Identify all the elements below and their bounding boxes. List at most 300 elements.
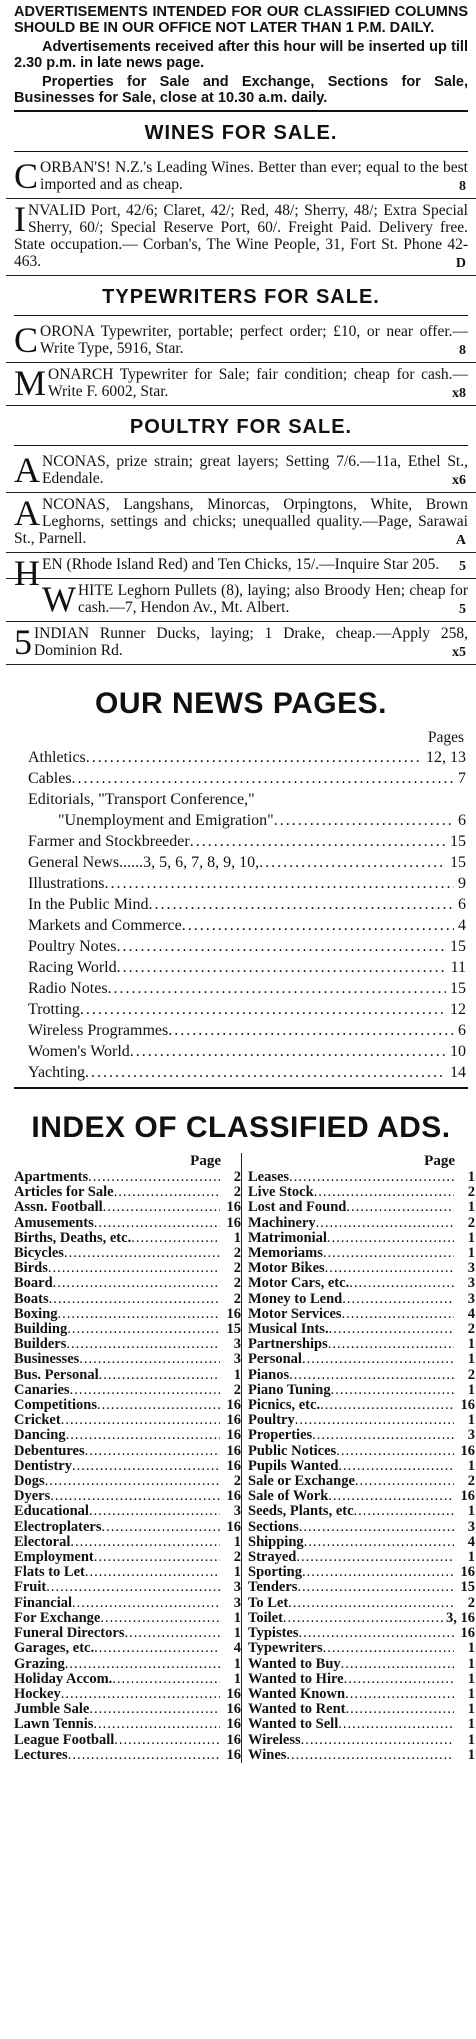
index-category: Wanted to Buy	[248, 1655, 341, 1672]
index-row	[248, 1383, 475, 1398]
index-category: Educational	[14, 1503, 89, 1520]
index-category: Jumble Sale	[14, 1701, 90, 1718]
ad-initial: 5	[14, 622, 32, 662]
index-row	[14, 1307, 241, 1322]
classified-page	[6, 0, 476, 1763]
ad-text: ONARCH Typewriter for Sale; fair condition; cheap for cash.—Write F. 6002, Star.	[48, 366, 468, 400]
divider	[14, 1087, 468, 1089]
index-page-number: 1	[233, 1564, 241, 1581]
index-row	[248, 1398, 475, 1413]
ad-initial: C	[14, 156, 39, 196]
news-page-item	[28, 1062, 466, 1083]
ad-initial: H	[14, 553, 40, 593]
index-category: Pupils Wanted	[248, 1457, 339, 1474]
index-row	[248, 1535, 475, 1550]
index-row	[14, 1185, 241, 1200]
index-category: Bus. Personal	[14, 1366, 99, 1383]
index-category: Wanted to Hire	[248, 1670, 344, 1687]
index-category: Birds	[14, 1260, 48, 1277]
classified-ad	[6, 579, 476, 622]
index-page-label: Page	[190, 1153, 221, 1169]
index-page-number: 1	[467, 1655, 475, 1672]
index-row	[14, 1687, 241, 1702]
index-category: Lectures	[14, 1746, 68, 1763]
index-category: Competitions	[14, 1397, 97, 1414]
index-category: Dogs	[14, 1473, 45, 1490]
index-page-number: 16	[460, 1442, 475, 1459]
index-row	[248, 1489, 475, 1504]
index-category: Public Notices	[248, 1442, 337, 1459]
index-page-number: 16	[226, 1412, 241, 1429]
index-row	[248, 1611, 475, 1626]
news-item-name: Farmer and Stockbreeder	[28, 833, 190, 850]
index-row	[14, 1535, 241, 1550]
news-page-item	[28, 915, 466, 936]
classified-ad	[6, 553, 476, 593]
index-row	[14, 1702, 241, 1717]
index-page-number: 15	[226, 1321, 241, 1338]
index-page-number: 2	[467, 1473, 475, 1490]
classified-ad	[6, 363, 476, 406]
index-page-number: 2	[233, 1473, 241, 1490]
ad-initial: A	[14, 493, 40, 533]
index-row	[14, 1504, 241, 1519]
index-page-number: 1	[467, 1199, 475, 1216]
divider	[14, 151, 468, 152]
index-page-label: Page	[424, 1153, 455, 1169]
news-item-pages: 6	[458, 1022, 466, 1039]
index-category: Bicycles	[14, 1245, 64, 1262]
news-item-pages: 10	[450, 1043, 466, 1060]
index-page-number: 1	[233, 1533, 241, 1550]
classified-ad	[6, 199, 476, 276]
index-page-number: 16	[460, 1488, 475, 1505]
index-page-number: 4	[467, 1305, 475, 1322]
index-page-number: 1	[233, 1625, 241, 1642]
index-row	[248, 1626, 475, 1641]
index-right-column	[241, 1153, 475, 1763]
index-category: Boxing	[14, 1305, 58, 1322]
news-item-pages: 12, 13	[426, 749, 466, 766]
index-page-number: 3	[233, 1503, 241, 1520]
index-page-number: 1	[233, 1229, 241, 1246]
index-category: Financial	[14, 1594, 73, 1611]
index-row	[14, 1276, 241, 1291]
ad-text: ORONA Typewriter, portable; perfect order; £10, or near offer.—Write Type, 5916, Star.	[40, 323, 468, 357]
ad-code: x6	[452, 473, 466, 488]
index-category: Wireless	[248, 1731, 301, 1748]
index-row	[248, 1596, 475, 1611]
index-row	[248, 1520, 475, 1535]
index-row	[14, 1611, 241, 1626]
divider	[14, 445, 468, 446]
index-row	[14, 1352, 241, 1367]
index-page-number: 1	[467, 1640, 475, 1657]
news-item-name: Women's World	[28, 1043, 130, 1060]
news-item-pages: 15	[450, 833, 466, 850]
index-row	[248, 1307, 475, 1322]
index-page-number: 1	[467, 1716, 475, 1733]
index-page-number: 3	[233, 1579, 241, 1596]
index-category: Grazing	[14, 1655, 65, 1672]
index-row	[14, 1383, 241, 1398]
news-page-item	[28, 747, 466, 768]
index-row	[248, 1368, 475, 1383]
index-row	[14, 1292, 241, 1307]
news-page-item	[28, 789, 466, 831]
ad-code: 8	[459, 343, 466, 358]
index-row	[248, 1170, 475, 1185]
index-category: Fruit	[14, 1579, 47, 1596]
wines-heading: WINES FOR SALE.	[144, 122, 338, 144]
ad-code: 8	[459, 179, 466, 194]
index-row	[14, 1580, 241, 1595]
index-page-number: 16	[226, 1685, 241, 1702]
index-row	[14, 1717, 241, 1732]
typewriters-heading: TYPEWRITERS FOR SALE.	[102, 286, 380, 308]
news-item-name: Racing World	[28, 959, 117, 976]
index-row	[248, 1337, 475, 1352]
index-row	[248, 1413, 475, 1428]
index-page-number: 2	[233, 1549, 241, 1566]
index-page-number: 1	[467, 1381, 475, 1398]
index-page-number: 16	[226, 1518, 241, 1535]
index-category: Dyers	[14, 1488, 51, 1505]
index-page-number: 1	[467, 1701, 475, 1718]
index-category: Lost and Found	[248, 1199, 347, 1216]
index-page-number: 1	[467, 1746, 475, 1763]
ad-initial: M	[14, 363, 47, 403]
index-row	[248, 1550, 475, 1565]
index-row	[14, 1733, 241, 1748]
index-right-rows	[248, 1170, 475, 1763]
index-row	[248, 1641, 475, 1656]
classified-ad	[6, 450, 476, 493]
index-page-number: 3	[467, 1518, 475, 1535]
index-page-number: 2	[467, 1214, 475, 1231]
classified-ad	[6, 156, 476, 199]
ad-code: 5	[459, 602, 466, 617]
index-page-number: 1	[467, 1412, 475, 1429]
news-item-pages: 11	[450, 959, 466, 976]
ad-code: 5	[459, 559, 466, 574]
index-page-number: 1	[233, 1609, 241, 1626]
pages-column-label: Pages	[427, 729, 464, 746]
news-item-name: In the Public Mind	[28, 896, 149, 913]
index-page-number: 16	[226, 1442, 241, 1459]
news-item-name: Athletics	[28, 749, 86, 766]
notice-properties: Properties for Sale and Exchange, Sections for Sale, Businesses for Sale, close at 10.30 a.m. daily.	[14, 74, 468, 106]
index-row	[248, 1246, 475, 1261]
index-category: Wanted to Rent	[248, 1701, 346, 1718]
index-category: Debentures	[14, 1442, 85, 1459]
index-page-number: 2	[233, 1260, 241, 1277]
news-item-pages: 6	[458, 896, 466, 913]
index-category: Tenders	[248, 1579, 298, 1596]
index-row	[248, 1216, 475, 1231]
news-item-name: Cables	[28, 770, 72, 787]
news-page-item	[28, 1041, 466, 1062]
ad-initial: W	[42, 579, 76, 619]
news-page-item	[28, 768, 466, 789]
ad-text: NCONAS, prize strain; great layers; Setting 7/6.—11a, Ethel St., Edendale.	[42, 453, 468, 487]
index-row	[14, 1672, 241, 1687]
index-category: Memoriams	[248, 1245, 323, 1262]
index-row	[248, 1292, 475, 1307]
index-row	[248, 1565, 475, 1580]
index-page-number: 4	[467, 1533, 475, 1550]
index-row	[248, 1200, 475, 1215]
index-page-number: 1	[467, 1549, 475, 1566]
index-page-number: 2	[467, 1594, 475, 1611]
index-row	[248, 1444, 475, 1459]
news-item-name: Yachting	[28, 1064, 86, 1081]
index-page-number: 3, 16	[446, 1609, 475, 1626]
index-category: Matrimonial	[248, 1229, 327, 1246]
index-page-number: 16	[226, 1199, 241, 1216]
index-row	[248, 1657, 475, 1672]
index-row	[14, 1565, 241, 1580]
index-row	[248, 1748, 475, 1763]
index-row	[14, 1413, 241, 1428]
news-item-name: Wireless Programmes	[28, 1022, 169, 1039]
index-category: Properties	[248, 1427, 313, 1444]
index-category: Electroplaters	[14, 1518, 102, 1535]
divider	[14, 315, 468, 316]
index-page-number: 2	[233, 1169, 241, 1185]
index-row	[248, 1702, 475, 1717]
news-item-name: Illustrations	[28, 875, 105, 892]
index-category: Wines	[248, 1746, 287, 1763]
index-page-number: 16	[226, 1488, 241, 1505]
index-page-number: 1	[467, 1503, 475, 1520]
typewriters-ads	[6, 320, 476, 406]
index-row	[14, 1489, 241, 1504]
index-row	[248, 1428, 475, 1443]
index-category: Builders	[14, 1336, 67, 1353]
index-row	[248, 1459, 475, 1474]
index-page-number: 1	[467, 1685, 475, 1702]
index-left-column	[14, 1153, 241, 1763]
news-item-name: Editorials, "Transport Conference,"	[28, 791, 255, 808]
index-page-number: 1	[467, 1245, 475, 1262]
divider	[14, 110, 468, 112]
index-category: Partnerships	[248, 1336, 328, 1353]
ad-initial: I	[14, 199, 26, 239]
index-category: Motor Bikes	[248, 1260, 325, 1277]
news-page-item	[28, 873, 466, 894]
classified-index-heading: INDEX OF CLASSIFIED ADS.	[31, 1111, 451, 1144]
index-page-number: 2	[233, 1245, 241, 1262]
index-page-number: 16	[226, 1427, 241, 1444]
index-row	[14, 1459, 241, 1474]
index-page-number: 16	[226, 1701, 241, 1718]
index-row	[248, 1687, 475, 1702]
ad-code: x8	[452, 386, 466, 401]
news-item-pages: 7	[458, 770, 466, 787]
index-page-number: 3	[467, 1427, 475, 1444]
index-page-number: 1	[233, 1655, 241, 1672]
classified-index	[6, 1153, 476, 1763]
index-row	[14, 1748, 241, 1763]
index-page-number: 1	[467, 1731, 475, 1748]
index-category: Poultry	[248, 1412, 295, 1429]
index-row	[14, 1368, 241, 1383]
ad-text: INDIAN Runner Ducks, laying; 1 Drake, cheap.—Apply 258, Dominion Rd.	[34, 625, 468, 659]
index-category: Electoral	[14, 1533, 71, 1550]
index-row	[248, 1474, 475, 1489]
index-page-number: 16	[226, 1716, 241, 1733]
index-page-number: 16	[226, 1457, 241, 1474]
index-row	[248, 1231, 475, 1246]
index-category: Dentistry	[14, 1457, 72, 1474]
news-page-item	[28, 999, 466, 1020]
index-category: Pianos	[248, 1366, 290, 1383]
index-page-number: 1	[467, 1457, 475, 1474]
index-category: Sale of Work	[248, 1488, 329, 1505]
news-item-pages: 15	[450, 854, 466, 871]
index-category: Cricket	[14, 1412, 61, 1429]
index-page-number: 16	[226, 1746, 241, 1763]
index-page-number: 1	[467, 1336, 475, 1353]
index-page-number: 16	[226, 1397, 241, 1414]
index-category: Sections	[248, 1518, 299, 1535]
index-page-number: 16	[226, 1731, 241, 1748]
news-item-name: Markets and Commerce	[28, 917, 182, 934]
index-page-number: 1	[467, 1670, 475, 1687]
index-page-number: 16	[226, 1305, 241, 1322]
index-row	[14, 1474, 241, 1489]
news-item-pages: 14	[450, 1064, 466, 1081]
index-category: Typewriters	[248, 1640, 323, 1657]
index-page-number: 3	[467, 1275, 475, 1292]
index-category: Assn. Football	[14, 1199, 103, 1216]
index-page-number: 2	[233, 1184, 241, 1201]
index-page-number: 2	[467, 1184, 475, 1201]
index-category: Toilet	[248, 1609, 283, 1626]
ad-text: EN (Rhode Island Red) and Ten Chicks, 15/.—Inquire Star 205.	[42, 556, 440, 573]
index-row	[14, 1428, 241, 1443]
news-item-pages: 6	[458, 812, 466, 829]
index-category: Funeral Directors	[14, 1625, 125, 1642]
index-page-number: 1	[233, 1670, 241, 1687]
index-page-number: 2	[467, 1321, 475, 1338]
index-page-number: 3	[467, 1290, 475, 1307]
news-page-item	[28, 978, 466, 999]
notice-late-news: Advertisements received after this hour will be inserted up till 2.30 p.m. in late news page.	[14, 39, 468, 71]
classified-ad	[6, 493, 476, 553]
index-row	[14, 1170, 241, 1185]
index-row	[14, 1520, 241, 1535]
news-pages-heading: OUR NEWS PAGES.	[95, 687, 387, 720]
index-category: Garages, etc.	[14, 1640, 95, 1657]
index-category: Holiday Accom.	[14, 1670, 113, 1687]
index-category: Businesses	[14, 1351, 80, 1368]
index-category: Flats to Let	[14, 1564, 85, 1581]
index-row	[14, 1398, 241, 1413]
news-page-item	[28, 894, 466, 915]
index-row	[248, 1322, 475, 1337]
index-page-number: 2	[467, 1366, 475, 1383]
index-category: Piano Tuning	[248, 1381, 331, 1398]
notice-deadline: ADVERTISEMENTS INTENDED FOR OUR CLASSIFIED COLUMNS SHOULD BE IN OUR OFFICE NOT LATER THAN 1 P.M. DAILY.	[14, 4, 468, 36]
index-page-number: 3	[467, 1260, 475, 1277]
news-page-item	[28, 936, 466, 957]
index-category: Boats	[14, 1290, 49, 1307]
index-page-number: 3	[233, 1336, 241, 1353]
index-page-number: 16	[226, 1214, 241, 1231]
index-category: Sale or Exchange	[248, 1473, 355, 1490]
index-row	[248, 1733, 475, 1748]
ad-text: ORBAN'S! N.Z.'s Leading Wines. Better than ever; equal to the best imported and as cheap.	[40, 159, 468, 193]
news-page-item	[28, 852, 466, 873]
index-page-number: 2	[233, 1381, 241, 1398]
ad-text: NCONAS, Langshans, Minorcas, Orpingtons, White, Brown Leghorns, settings and chicks; unequalled quality.—Page, Sarawai St., Parnell.	[14, 496, 468, 547]
index-category: Sporting	[248, 1564, 302, 1581]
news-item-pages: 15	[450, 980, 466, 997]
deadline-notice	[6, 0, 476, 106]
classified-ad	[6, 320, 476, 363]
index-category: League Football	[14, 1731, 115, 1748]
news-item-pages: 15	[450, 938, 466, 955]
index-category: Canaries	[14, 1381, 70, 1398]
ad-text: HITE Leghorn Pullets (8), laying; also Broody Hen; cheap for cash.—7, Hendon Av., Mt. Albert.	[77, 582, 468, 616]
index-category: Live Stock	[248, 1184, 314, 1201]
index-page-number: 1	[467, 1169, 475, 1185]
index-category: Articles for Sale	[14, 1184, 114, 1201]
index-row	[248, 1352, 475, 1367]
index-category: Wanted to Sell	[248, 1716, 339, 1733]
index-row	[248, 1185, 475, 1200]
index-row	[14, 1596, 241, 1611]
index-category: Amusements	[14, 1214, 94, 1231]
news-item-name: Trotting	[28, 1001, 80, 1018]
poultry-heading: POULTRY FOR SALE.	[129, 416, 353, 438]
index-category: For Exchange	[14, 1609, 101, 1626]
ad-code: D	[455, 256, 466, 271]
index-category: Motor Services	[248, 1305, 342, 1322]
index-page-number: 1	[467, 1351, 475, 1368]
index-category: Births, Deaths, etc.	[14, 1229, 132, 1246]
ad-text: NVALID Port, 42/6; Claret, 42/; Red, 48/; Sherry, 48/; Extra Special Sherry, 60/; Special Reserve Port, 60/. Freight Paid. Delivery free. State occupation.— Corban's, The Wine People, 31, Fort St. Phone 42-463.	[14, 202, 468, 270]
ad-code: A	[455, 533, 466, 548]
index-category: Wanted Known	[248, 1685, 346, 1702]
index-row	[14, 1216, 241, 1231]
news-item-name: Radio Notes	[28, 980, 108, 997]
index-row	[248, 1504, 475, 1519]
index-category: Building	[14, 1321, 68, 1338]
index-category: Personal	[248, 1351, 302, 1368]
ad-initial: A	[14, 450, 40, 490]
index-category: Hockey	[14, 1685, 61, 1702]
index-row	[14, 1231, 241, 1246]
index-row	[14, 1444, 241, 1459]
index-category: Motor Cars, etc.	[248, 1275, 350, 1292]
index-page-number: 16	[460, 1564, 475, 1581]
index-row	[14, 1337, 241, 1352]
index-page-number: 2	[233, 1290, 241, 1307]
news-item-subtitle: "Unemployment and Emigration"	[58, 812, 274, 829]
index-page-number: 16	[460, 1397, 475, 1414]
index-row	[248, 1672, 475, 1687]
index-row	[14, 1261, 241, 1276]
index-page-number: 4	[233, 1640, 241, 1657]
news-item-pages: 4	[458, 917, 466, 934]
index-row	[14, 1200, 241, 1215]
index-row	[14, 1246, 241, 1261]
index-category: Employment	[14, 1549, 94, 1566]
index-row	[14, 1626, 241, 1641]
